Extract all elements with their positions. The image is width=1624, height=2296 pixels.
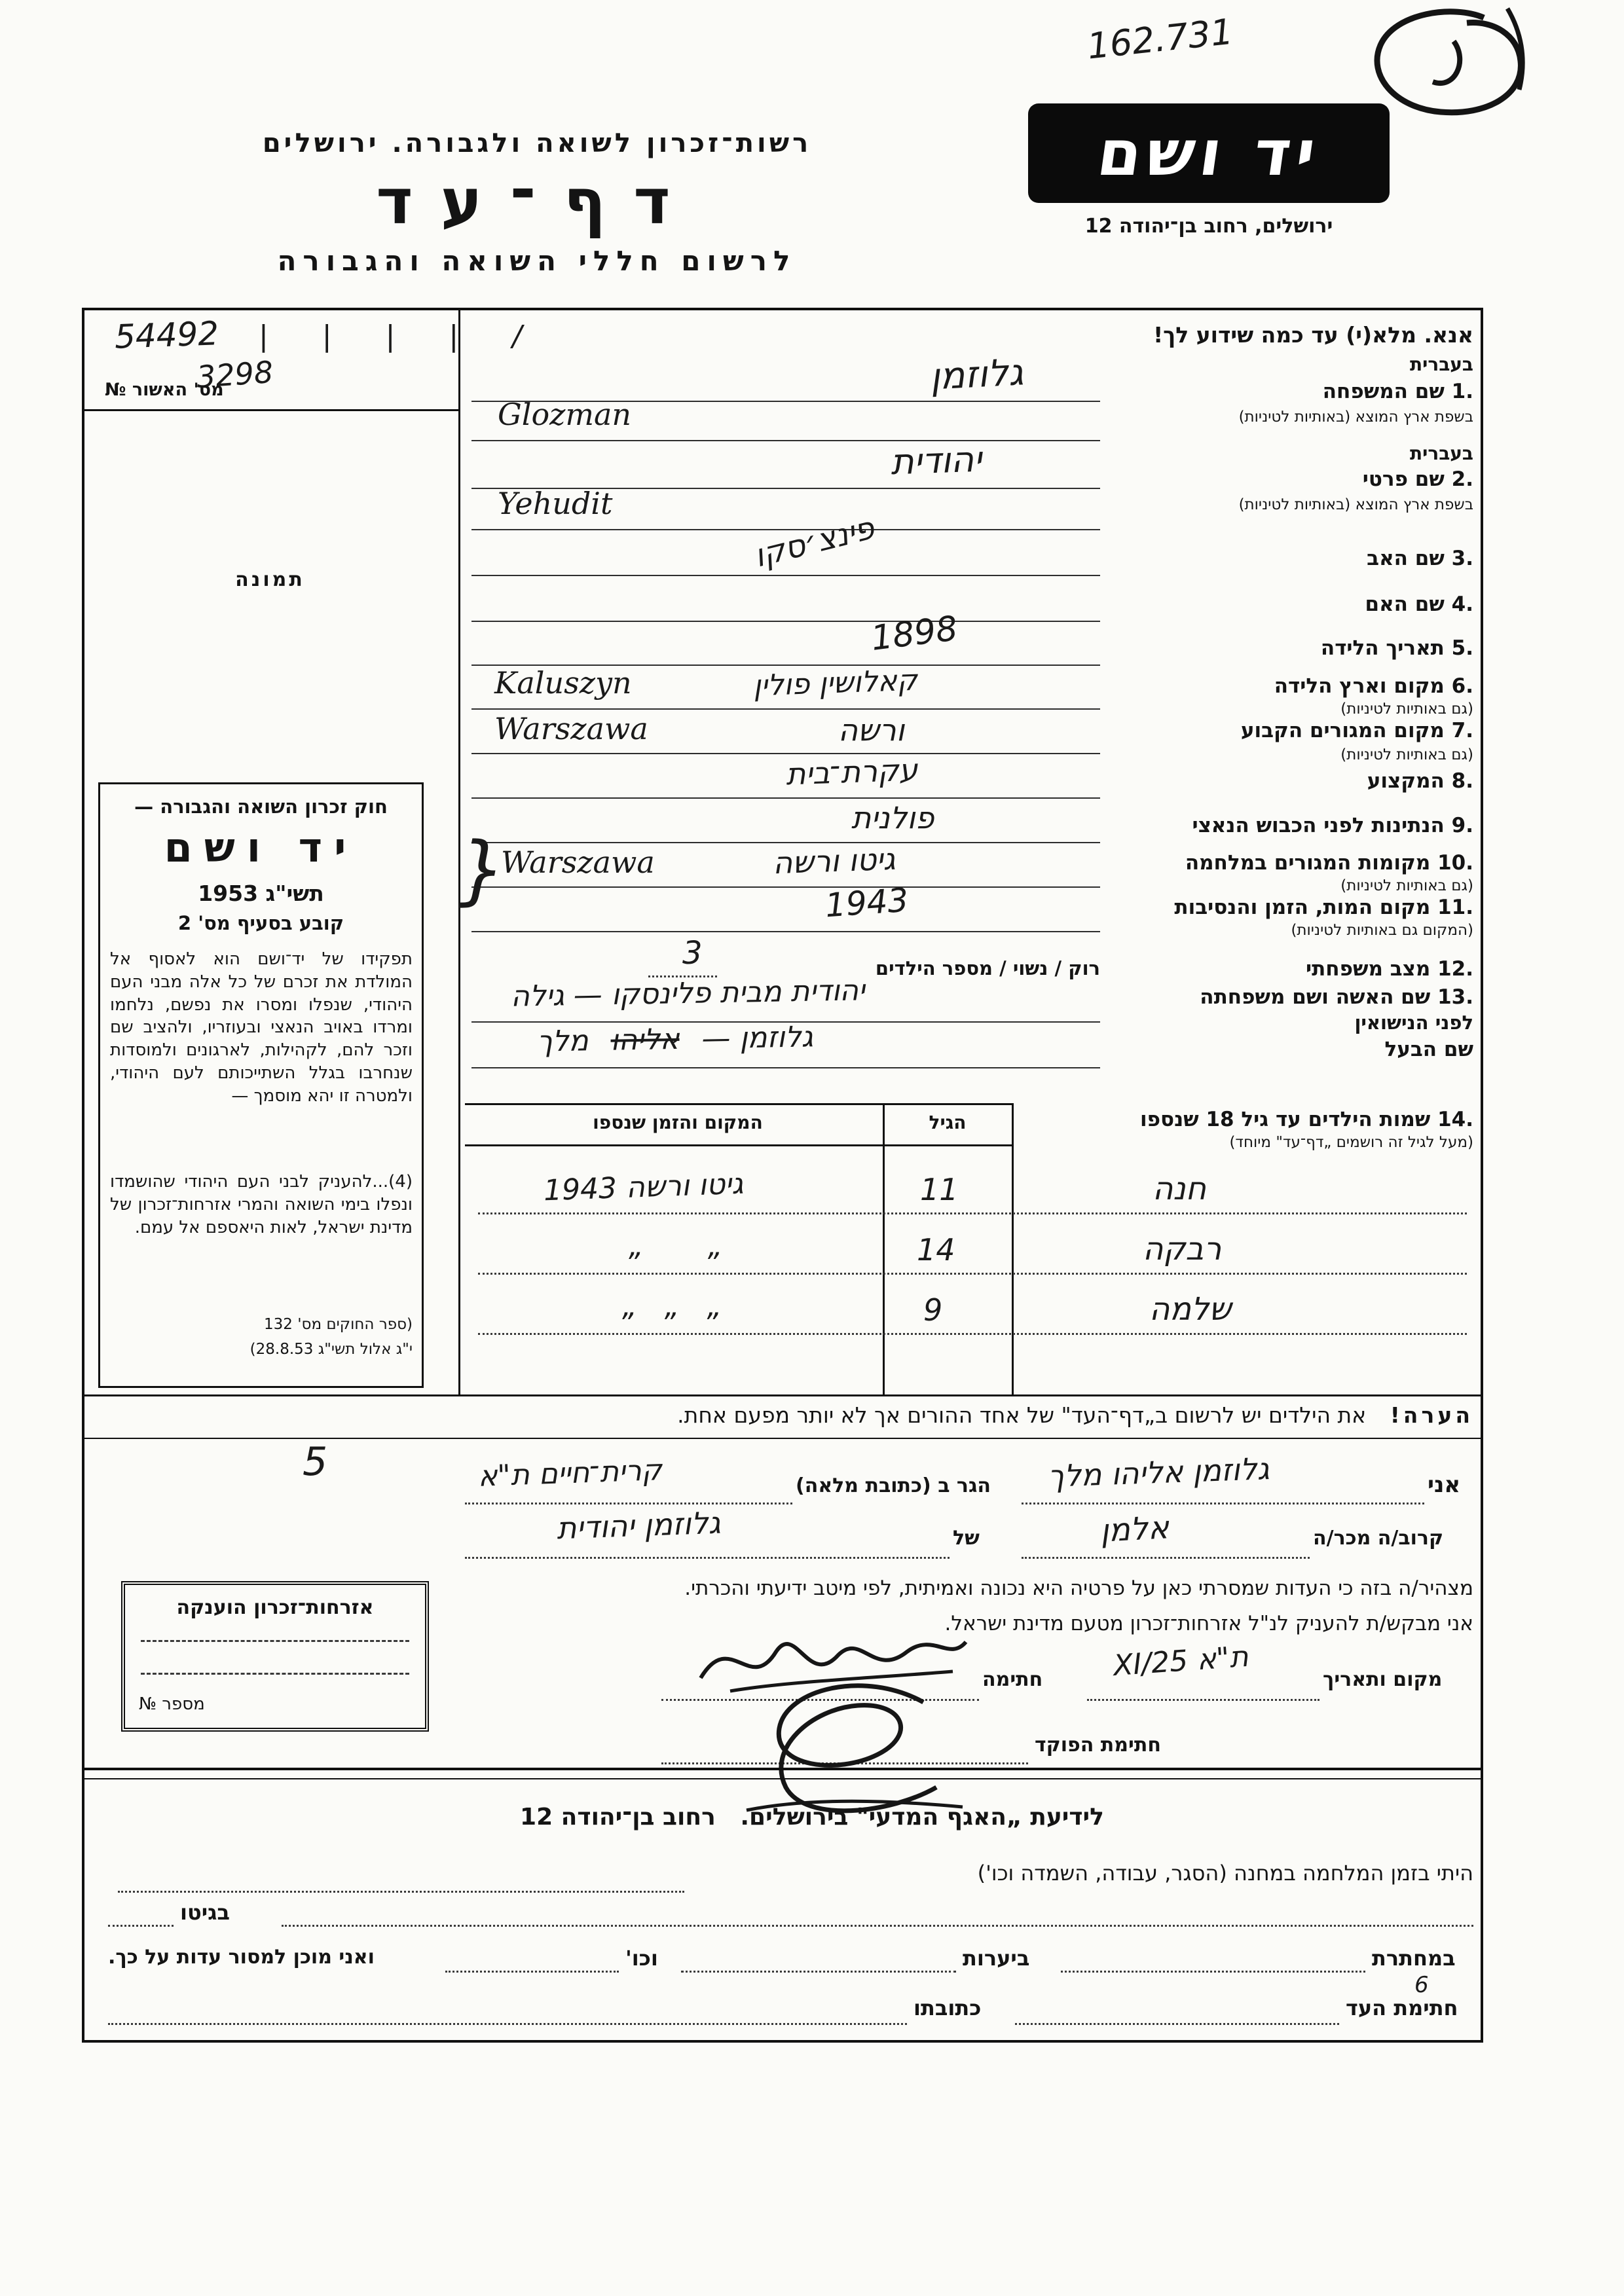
field-10-sublabel: (גם באותיות לטיניות) [1340, 877, 1473, 894]
children-row-line-1 [478, 1212, 1467, 1214]
field-13-label-line2: לפני הנישואין [1354, 1011, 1473, 1034]
children-table-age-header: הגיל [929, 1112, 967, 1133]
cert-block-divider [82, 409, 458, 411]
field-4-number: 4. [1451, 592, 1473, 616]
field-5-label-text: תאריך הלידה [1320, 636, 1445, 660]
field-7-line [471, 753, 1100, 754]
field-9-number: 9. [1451, 814, 1473, 837]
note-line [164, 1402, 1473, 1428]
note-band-top-line [82, 1394, 1483, 1396]
form-subtitle: לרשום חללי השואה והגבורה [277, 245, 797, 277]
child-2-place-ditto-handwritten: „ „ [629, 1230, 723, 1263]
field-9-line [471, 842, 1100, 843]
stray-mark-six: 6 [1414, 1972, 1429, 1998]
etc-line [445, 1971, 619, 1973]
underground-line [1061, 1971, 1365, 1973]
place-date-label: מקום ותאריך [1323, 1668, 1443, 1691]
child-2-name-handwritten: רבקה [1143, 1231, 1222, 1267]
separator-line-1 [82, 1768, 1483, 1770]
field-11-label [1107, 896, 1473, 919]
ghetto-line-left [108, 1925, 174, 1927]
husband-name-handwritten [537, 1020, 814, 1058]
field-8-label [1107, 769, 1473, 793]
doc-number-handwritten: 162.731 [1085, 10, 1235, 67]
field-14-label-text: שמות הילדים עד גיל 18 שנספו [1140, 1108, 1431, 1131]
place-date-line [1087, 1699, 1320, 1701]
field-12-number: 12. [1437, 957, 1473, 981]
grant-box-title: אזרחות־זכרון הוענקה [176, 1596, 374, 1619]
ready-to-testify-label: ואני מוכן למסור עדות על כך. [108, 1946, 375, 1969]
official-signature-label: חתימת הפוקד [1035, 1734, 1161, 1757]
of-label: של [953, 1527, 980, 1550]
law-title-1: חוק זכרון השואה והגבורה — [134, 795, 388, 818]
approval-number-handwritten: 3298 [195, 354, 274, 395]
relation-label: קרוב/ה מכר/ה [1313, 1527, 1444, 1550]
ghetto-line-right [282, 1925, 1473, 1927]
field-8-line [471, 797, 1100, 799]
note-band-bottom-line [82, 1438, 1483, 1439]
witness-signature-bottom-line [1015, 2023, 1339, 2025]
of-line [465, 1557, 950, 1559]
address-handwritten: קרית־חיים ת"א [477, 1453, 663, 1493]
field-1-sublabel: בשפת ארץ המוצא (באותיות לטיניות) [1238, 409, 1473, 426]
fill-instruction: אנא. מלא(י) עד כמה שידוע לך! [1153, 322, 1473, 348]
field-14-number: 14. [1437, 1108, 1473, 1131]
forests-line [681, 1971, 956, 1973]
field-11-line [471, 931, 1100, 932]
underground-label: במחתרת [1372, 1946, 1456, 1971]
field-7-label-text: מקום המגורים הקבוע [1240, 719, 1445, 742]
children-table-divider-2 [1012, 1103, 1014, 1394]
cert-number-handwritten: 54492 [114, 314, 220, 356]
first-name-latin-handwritten: Yehudit [498, 486, 613, 521]
husband-line [471, 1067, 1100, 1068]
first-name-hebrew-handwritten: יהודית [889, 438, 983, 483]
family-name-latin-handwritten: Glozman [498, 397, 632, 432]
field-10-line [471, 886, 1100, 888]
family-name-hebrew-handwritten: גלוזמן [929, 351, 1025, 399]
field-8-number: 8. [1451, 769, 1473, 793]
child-1-place-handwritten: גיטו ורשה 1943 [543, 1167, 745, 1208]
marital-status-options: רוק / נשוי / מספר הילדים [875, 957, 1100, 979]
birth-year-handwritten: 1898 [868, 609, 960, 659]
relation-line [1022, 1557, 1310, 1559]
law-title-2: יד ושם [164, 824, 358, 871]
logo-address: ירושלים, רחוב בן־יהודה 12 [1084, 215, 1333, 238]
field-7-number: 7. [1451, 719, 1473, 742]
declaration-statement-2: אני מבקש/ת להעניק לנ"ל אזרחות־זכרון מטעם מדינת ישראל. [944, 1612, 1473, 1635]
children-row-line-3 [478, 1333, 1467, 1335]
child-3-place-ditto-handwritten: „ „ „ [622, 1290, 722, 1323]
war-residence-hebrew-handwritten: גיטו ורשה [772, 841, 896, 881]
field-2-sublabel: בשפת ארץ המוצא (באותיות לטיניות) [1238, 496, 1473, 513]
grant-box-line-2 [141, 1673, 409, 1675]
field-12-label-text: מצב משפחתי [1305, 957, 1431, 981]
profession-handwritten: עקרת־בית [785, 752, 919, 792]
law-title-3: תשי"ג 1953 [198, 881, 324, 906]
separator-line-2 [82, 1778, 1483, 1779]
etc-label: וכו' [625, 1946, 658, 1971]
field-14-label [1022, 1108, 1473, 1131]
citizenship-handwritten: פולנית [851, 800, 934, 835]
field-14-sublabel: (מעל לגיל זה רושמים „דף־עד" מיוחד) [1229, 1134, 1473, 1151]
birth-place-latin-handwritten: Kaluszyn [494, 665, 632, 701]
wife-name-handwritten: יהודית מבית פלינסקו — גילה [510, 974, 866, 1013]
children-table-divider-1 [883, 1103, 885, 1394]
field-1-number: 1. [1451, 380, 1473, 403]
field-2-label [1107, 467, 1473, 491]
children-count-handwritten: 3 [682, 935, 703, 972]
field-2-number: 2. [1451, 467, 1473, 491]
child-3-name-handwritten: שלמה [1149, 1291, 1232, 1328]
field-2-hebrew-label: בעברית [1409, 443, 1473, 464]
declaration-statement-1: מצהיר/ה בזה כי העדות שמסרתי כאן על פרטיה היא נכונה ואמיתית, לפי מיטב ידיעתי והכרתי. [684, 1576, 1473, 1600]
residence-hebrew-handwritten: ורשה [838, 712, 905, 748]
field-2-label-text: שם פרטי [1362, 467, 1445, 491]
field-6-line [471, 708, 1100, 710]
yad-vashem-logo [1028, 103, 1390, 203]
field-4-label-text: שם האם [1365, 592, 1445, 616]
note-label: הערה! [1390, 1402, 1473, 1428]
field-3-label-text: שם האב [1367, 547, 1445, 570]
birth-place-hebrew-handwritten: קאלושין פולין [752, 663, 918, 703]
field-1-label [1107, 380, 1473, 403]
yad-vashem-logo-text: יד ושם [1092, 117, 1325, 190]
husband-name-part1: גלוזמן — [701, 1020, 814, 1056]
grant-box-number-label: מספר № [139, 1694, 205, 1714]
field-9-label [1107, 814, 1473, 837]
law-reference-1: (ספר החוקים מס' 132 [264, 1316, 413, 1333]
child-1-name-handwritten: חנה [1153, 1171, 1206, 1207]
law-reference-2: י"ג אלול תשי"ג 28.8.53) [249, 1341, 413, 1358]
wartime-camp-line [118, 1891, 684, 1893]
declarant-name-line [1022, 1503, 1424, 1504]
child-2-age-handwritten: 14 [917, 1232, 955, 1267]
field-10-label-text: מקומות המגורים במלחמה [1185, 851, 1431, 875]
field-6-number: 6. [1451, 674, 1473, 698]
children-table-top-line [465, 1103, 1012, 1105]
field-1-hebrew-label: בעברית [1409, 354, 1473, 375]
declarant-label: אני [1428, 1472, 1461, 1498]
children-table-place-header: המקום והזמן שנספו [593, 1112, 763, 1133]
wartime-camp-label: היתי בזמן המלחמה במחנה (הסגר, עבודה, השמדה וכו') [977, 1861, 1473, 1886]
form-title: דף־עד [376, 165, 698, 238]
children-row-line-2 [478, 1273, 1467, 1275]
note-text: את הילדים יש לרשום ב„דף־העד" של אחד ההורים אך לא יותר מפעם אחת. [677, 1402, 1367, 1428]
field-5-label [1107, 636, 1473, 660]
place-date-handwritten: ת"א 25/XI [1112, 1639, 1250, 1683]
field-13-label-text: שם האשה ושם משפחתה [1200, 985, 1431, 1009]
field-9-label-text: הנתינות לפני הכבוש הנאצי [1192, 814, 1445, 837]
field-5-number: 5. [1451, 636, 1473, 660]
field-13-label [1107, 985, 1473, 1009]
cert-number-label: מס' האשור № [105, 380, 224, 400]
witness-address-label: כתובתו [913, 1995, 982, 2020]
field-11-number: 11. [1437, 896, 1473, 919]
child-3-age-handwritten: 9 [923, 1292, 943, 1328]
law-title-4: קובע בסעיף מס' 2 [177, 912, 344, 934]
field-1-line-latin [471, 440, 1100, 441]
relation-handwritten: אלמן [1099, 1509, 1170, 1550]
husband-label: שם הבעל [1384, 1038, 1473, 1061]
war-residence-latin-handwritten: Warszawa [501, 845, 655, 880]
field-8-label-text: המקצוע [1367, 769, 1445, 793]
forests-label: ביערות [963, 1946, 1030, 1971]
signature-label: חתימה [982, 1668, 1043, 1691]
address-line [465, 1503, 792, 1504]
cert-tick-marks: / | | | | [259, 319, 534, 353]
children-table-header-line [465, 1144, 1012, 1146]
husband-name-part2: מלך [536, 1024, 589, 1059]
field-11-label-text: מקום המות, הזמן והנסיבות [1174, 896, 1431, 919]
witness-signature-bottom-label: חתימת העד [1346, 1995, 1458, 2020]
field-3-label [1107, 547, 1473, 570]
field-6-label [1107, 674, 1473, 698]
field-1-label-text: שם המשפחה [1322, 380, 1445, 403]
field-7-sublabel: (גם באותיות לטיניות) [1340, 746, 1473, 763]
grant-box-line-1 [141, 1640, 409, 1642]
photo-label: תמונה [235, 568, 305, 591]
field-10-number: 10. [1437, 851, 1473, 875]
husband-name-struck: אליהו [610, 1022, 680, 1057]
stray-mark-five: 5 [303, 1439, 328, 1485]
residence-latin-handwritten: Warszawa [494, 711, 648, 746]
field-13-number: 13. [1437, 985, 1473, 1009]
field-10-label [1107, 851, 1473, 875]
address-label: הגר ב (כתובת מלאה) [796, 1474, 991, 1497]
witness-address-line [108, 2023, 907, 2025]
field-7-label [1107, 719, 1473, 742]
field-6-label-text: מקום וארץ הלידה [1274, 674, 1445, 698]
child-1-age-handwritten: 11 [920, 1172, 959, 1207]
of-name-handwritten: גלוזמן יהודית [556, 1504, 722, 1546]
field-3-line [471, 575, 1100, 576]
law-body-text: תפקידו של יד־ושם הוא לאסוף אל המולדת את זכרם של כל אלה מבני העם היהודי, שנפלו ומסרו את נפשם, נלחמו ומרדו באויב הנאצי ובעוזריו, ולהציב שם וזכר להם, לקהילות, לארגונים ולמוסדות שנחרבו בגלל השתייכותם לעם היהודי, ולמטרה זו יהא מוסמך — [110, 949, 413, 1106]
law-body-text-2: (4)...להעניק לבני העם היהודי שהושמדו ונפלו בימי השואה והמרי אזרחות־זכרון של מדינת ישראל, לאות היאספם אל עמם. [110, 1172, 413, 1237]
scientific-branch-title: לידיעת „האגף המדעי" בירושלים. רחוב בן־יהודה 12 [520, 1804, 1104, 1831]
father-name-handwritten: פינצ׳סקו [750, 509, 878, 575]
field-4-line [471, 621, 1100, 622]
death-year-handwritten: 1943 [824, 881, 910, 925]
field-12-label [1107, 957, 1473, 981]
authority-name: רשות־זכרון לשואה ולגבורה. ירושלים [262, 128, 812, 158]
brace-mark-handwritten: { [458, 826, 507, 914]
ghetto-label: בגיטו [180, 1900, 230, 1925]
field-6-sublabel: (גם באותיות לטיניות) [1340, 701, 1473, 718]
declarant-name-handwritten: גלוזמן אליהו מלך [1047, 1451, 1270, 1494]
field-3-number: 3. [1451, 547, 1473, 570]
field-11-sublabel: (המקום גם באותיות לטיניות) [1291, 922, 1473, 939]
field-4-label [1107, 592, 1473, 616]
